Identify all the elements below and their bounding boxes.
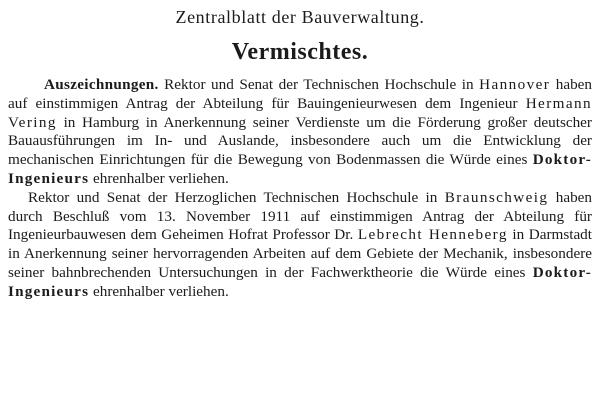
paragraph-text: Rektor und Senat der Herzoglichen Technischen Hochschule in bbox=[28, 188, 445, 206]
person-name: Hermann Vering bbox=[8, 94, 592, 131]
honorary-title: Doktor-Ingenieurs bbox=[8, 151, 592, 187]
section-title: Vermischtes. bbox=[231, 39, 369, 65]
place-name: Braunschweig bbox=[444, 188, 549, 206]
running-head: Zentralblatt der Bauverwaltung. bbox=[175, 7, 425, 27]
person-name: Lebrecht Henneberg bbox=[357, 226, 508, 244]
paragraph-text: in Darmstadt in Anerkennung seiner hervorragenden Arbeiten auf dem Gebiete der Mechanik, insbesondere seiner bahnbrechenden Untersuchungen in der Fachwerktheorie die Würde eines bbox=[8, 226, 592, 281]
place-name: Hannover bbox=[479, 76, 551, 93]
paragraph-text: haben durch Beschluß vom 13. November 1911 auf einstimmigen Antrag der Abteilung für Ingenieurbauwesen dem Geheimen Hofrat Professor Dr. bbox=[8, 188, 592, 244]
paragraph-text: Rektor und Senat der Technischen Hochschule in bbox=[158, 76, 480, 93]
paragraph-text: ehrenhalber verliehen. bbox=[89, 282, 229, 300]
paragraph-braunschweig bbox=[8, 189, 592, 302]
paragraph-text: haben auf einstimmigen Antrag der Abteilung für Bauingenieurwesen dem Ingenieur bbox=[8, 76, 593, 112]
paragraph-auszeichnungen bbox=[8, 76, 592, 189]
paragraph-text: ehrenhalber verliehen. bbox=[89, 169, 229, 187]
paragraph-text: in Hamburg in Anerkennung seiner Verdienste um die Förderung großer deutscher Bauausführungen im In- und Auslande, insbesondere auch um die Entwicklung der mechanischen Einrichtungen für die Bewegung von Bodenmassen die Würde eines bbox=[8, 113, 592, 169]
honorary-title: Doktor-Ingenieurs bbox=[8, 263, 592, 300]
paragraph-lead: Auszeichnungen. bbox=[44, 76, 159, 93]
